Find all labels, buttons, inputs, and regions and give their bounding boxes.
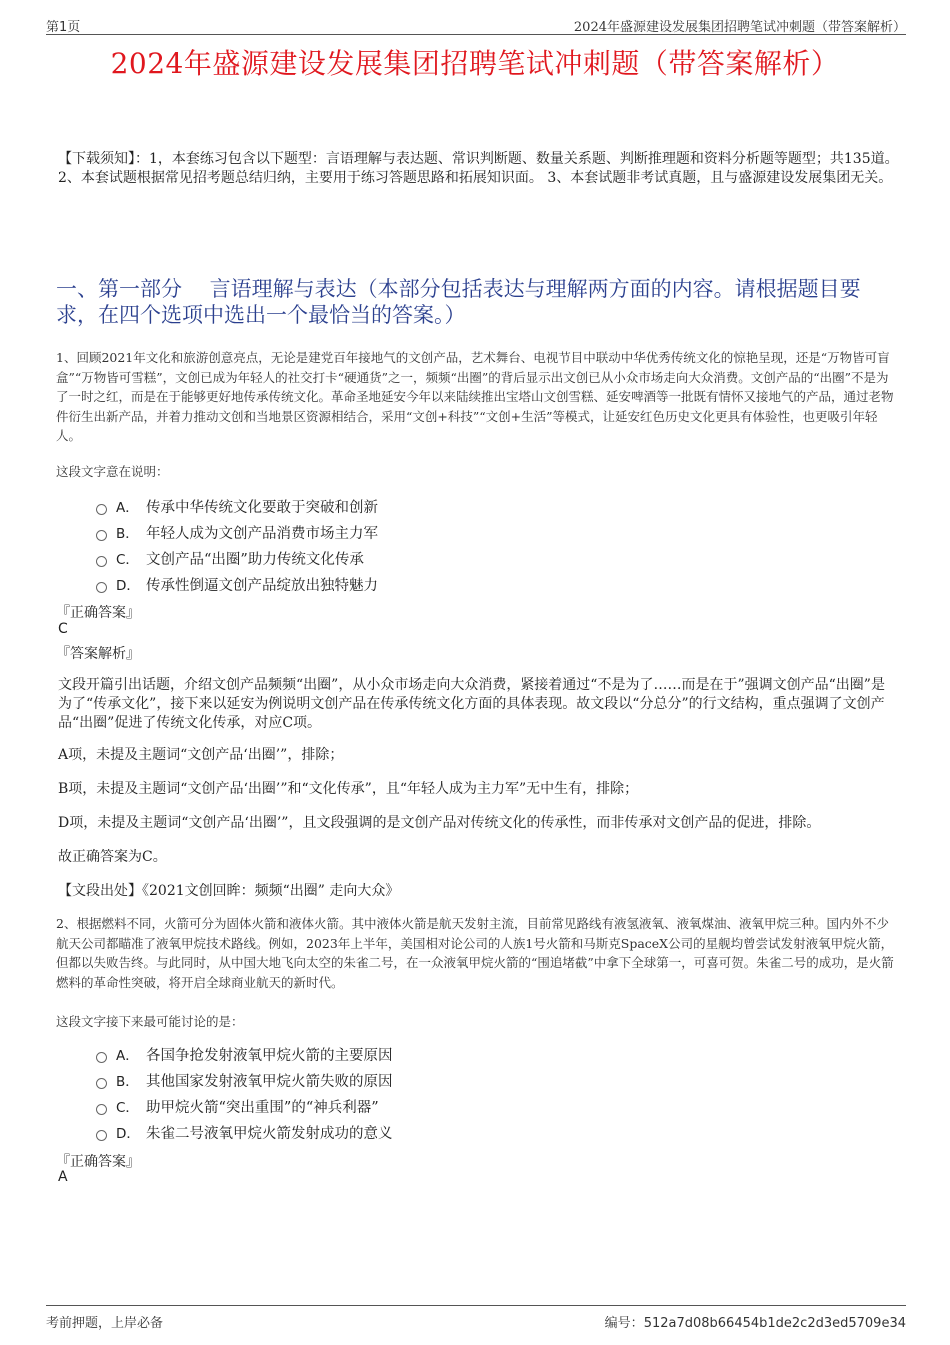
- analysis-paragraph: D项，未提及主题词“文创产品‘出圈’”，且文段强调的是文创产品对传统文化的传承性，而非传承对文创产品的促进，排除。: [58, 815, 821, 831]
- analysis-paragraph: A项，未提及主题词“文创产品‘出圈’”，排除；: [58, 747, 344, 763]
- option-a[interactable]: A． 各国争抢发射液氧甲烷火箭的主要原因: [96, 1041, 876, 1067]
- option-d[interactable]: D． 朱雀二号液氧甲烷火箭发射成功的意义: [96, 1119, 876, 1145]
- radio-icon[interactable]: [96, 556, 107, 567]
- source-citation: 【文段出处】《2021文创回眸：频频“出圈” 走向大众》: [58, 883, 400, 899]
- question-2-text: 2、根据燃料不同，火箭可分为固体火箭和液体火箭。其中液体火箭是航天发射主流，目前常见路线有液氢液氧、液氧煤油、液氧甲烷三种。国内外不少航天公司都瞄准了液氧甲烷技术路线。例如，2023年上半年，美国相对论公司的人族1号火箭和马斯克SpaceX公司的星舰均曾尝试发射液氧甲烷火箭，但都以失败告终。与此同时，从中国大地飞向太空的朱雀二号，在一众液氧甲烷火箭的“围追堵截”中拿下全球第一，可喜可贺。朱雀二号的成功，是火箭燃料的革命性突破，将开启全球商业航天的新时代。: [56, 916, 894, 990]
- option-c[interactable]: C． 文创产品“出圈”助力传统文化传承: [96, 545, 876, 571]
- download-notice: 【下载须知】：1，本套练习包含以下题型：言语理解与表达题、常识判断题、数量关系题、判断推理题和资料分析题等题型；共135道。 2、本套试题根据常见招考题总结归纳，主要用于练习答题思路和拓展知识面。 3、本套试题非考试真题，且与盛源建设发展集团无关。: [58, 151, 899, 186]
- option-b[interactable]: B． 年轻人成为文创产品消费市场主力军: [96, 519, 876, 545]
- radio-icon[interactable]: [96, 582, 107, 593]
- radio-icon[interactable]: [96, 1104, 107, 1115]
- answer-label: 『正确答案』: [56, 605, 140, 621]
- footer-slogan: 考前押题，上岸必备: [46, 1316, 164, 1331]
- answer-value: C: [58, 621, 68, 637]
- option-c[interactable]: C． 助甲烷火箭“突出重围”的“神兵利器”: [96, 1093, 876, 1119]
- page-header: [46, 14, 906, 35]
- header-doc-title: 2024年盛源建设发展集团招聘笔试冲刺题（带答案解析）: [573, 20, 906, 35]
- section-heading: 一、第一部分 言语理解与表达（本部分包括表达与理解两方面的内容。请根据题目要求，在四个选项中选出一个最恰当的答案。）: [56, 277, 861, 327]
- analysis-paragraph: 文段开篇引出话题，介绍文创产品频频“出圈”，从小众市场走向大众消费，紧接着通过“不是为了……而是在于”强调文创产品“出圈”是为了“传承文化”，接下来以延安为例说明文创产品在传承传统文化方面的具体表现。故文段以“分总分”的行文结构，重点强调了文创产品“出圈”促进了传统文化传承，对应C项。: [58, 677, 885, 731]
- analysis-paragraph: B项，未提及主题词“文创产品‘出圈’”和“文化传承”，且“年轻人成为主力军”无中生有，排除；: [58, 781, 639, 797]
- document-code: 编号：512a7d08b66454b1de2c2d3ed5709e34: [604, 1316, 906, 1331]
- page-footer: [46, 1305, 906, 1331]
- question-1-text: 1、回顾2021年文化和旅游创意亮点，无论是建党百年接地气的文创产品，艺术舞台、电视节目中联动中华优秀传统文化的惊艳呈现，还是“万物皆可盲盒”“万物皆可雪糕”，文创已成为年轻人的社交打卡“硬通货”之一，频频“出圈”的背后显示出文创已从小众市场走向大众消费。文创产品的“出圈”不是为了一时之红，而是在于能够更好地传承传统文化。革命圣地延安今年以来陆续推出宝塔山文创雪糕、延安啤酒等一批既有情怀又接地气的产品，通过老物件衍生出新产品，并着力推动文创和当地景区资源相结合，采用“文创+科技”“文创+生活”等模式，让延安红色历史文化更具有体验性，也更吸引年轻人。: [56, 350, 894, 443]
- option-d[interactable]: D． 传承性倒逼文创产品绽放出独特魅力: [96, 571, 876, 597]
- page-number: 第1页: [46, 20, 81, 35]
- radio-icon[interactable]: [96, 1052, 107, 1063]
- question-1-prompt: 这段文字意在说明：: [56, 464, 169, 479]
- radio-icon[interactable]: [96, 504, 107, 515]
- answer-value: A: [58, 1169, 68, 1185]
- radio-icon[interactable]: [96, 530, 107, 541]
- analysis-conclusion: 故正确答案为C。: [58, 849, 167, 865]
- radio-icon[interactable]: [96, 1130, 107, 1141]
- question-2-prompt: 这段文字接下来最可能讨论的是：: [56, 1014, 244, 1029]
- question-1-options: [96, 493, 876, 597]
- analysis-label: 『答案解析』: [56, 646, 140, 662]
- radio-icon[interactable]: [96, 1078, 107, 1089]
- answer-label: 『正确答案』: [56, 1154, 140, 1170]
- question-2-options: [96, 1041, 876, 1145]
- option-a[interactable]: A． 传承中华传统文化要敢于突破和创新: [96, 493, 876, 519]
- option-b[interactable]: B． 其他国家发射液氧甲烷火箭失败的原因: [96, 1067, 876, 1093]
- document-title: 2024年盛源建设发展集团招聘笔试冲刺题（带答案解析）: [110, 47, 840, 80]
